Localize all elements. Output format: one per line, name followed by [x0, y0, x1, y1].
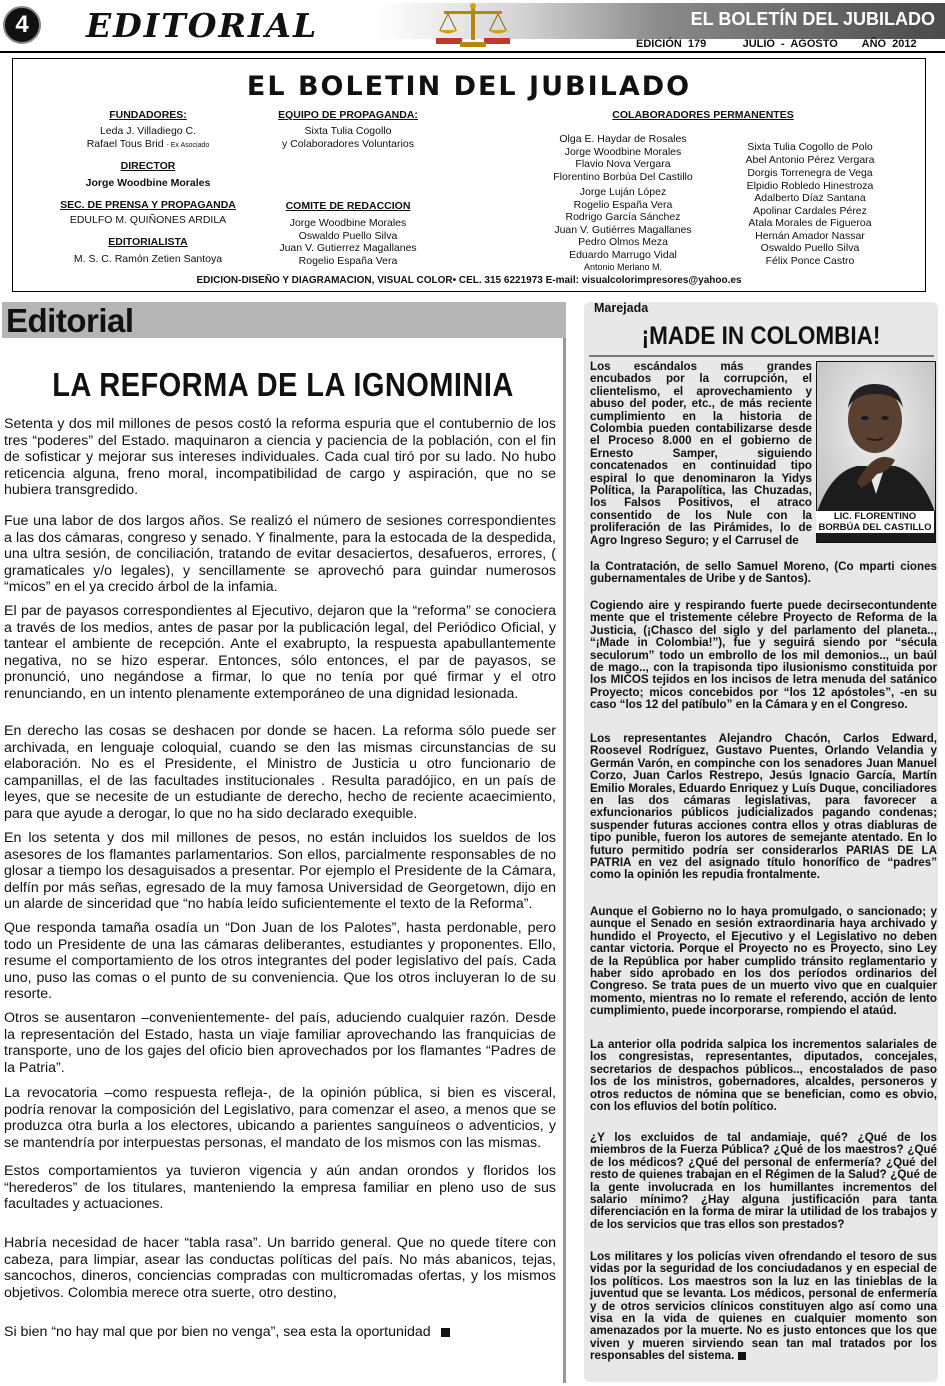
collaborator-name: Olga E. Haydar de Rosales	[559, 133, 687, 145]
committee-heading: COMITE DE REDACCION	[285, 200, 411, 212]
column-intro-tail: la Contratación, de sello Samuel Moreno, (Co mparti ciones gubernamentales de Uribe y de Santos).	[590, 560, 937, 586]
column-kicker: Marejada	[594, 301, 649, 315]
collaborator-name: Atala Morales de Figueroa	[748, 217, 872, 229]
author-photo-caption-line: BORBÚA DEL CASTILLO	[818, 522, 932, 533]
column-final-text: Los militares y los policías viven ofrendando el tesoro de sus vidas por la seguridad de los conciudadanos y en especial de los políticos. Los maestros son la luz en las tinieblas de la juventud que se levanta. Los médicos, personal de enfermería y de otros servicios clínicos constituyen algo así como una visa en la vida de quienes en cualquier momento son amenazados por la muerte. No es justo entonces que los que viven y mueren sirviendo sean tan mal tratados por los responsables del sistema.	[590, 1250, 937, 1363]
edition-year: AÑO 2012	[861, 38, 917, 50]
column-title: ¡MADE IN COLOMBIA!	[641, 322, 881, 350]
collaborators-list-2	[725, 141, 895, 267]
editorial-closing-text: Si bien “no hay mal que por bien no venga”, sea esta la oportunidad	[4, 1324, 431, 1340]
collaborator-name: Juan V. Gutiérres Magallanes	[554, 223, 692, 236]
collaborator-name: Jorge Woodbine Morales	[564, 145, 682, 158]
collaborator-name: Dorgis Torrenegra de Vega	[747, 167, 873, 179]
editorial-paragraph: El par de payasos correspondientes al Ejecutivo, dejaron que la “reforma” se conociera a través de los medios, antes de pasar por la publicación legal, del Periódico Oficial, y tantear el ambiente de recepción. Ante el exabrupto, la respuesta apabullantemente negativa, no se hizo esperar. Entonces, sólo entonces, el par de payasos, se pronunció, uno negándose a firmar, lo que no tenía por qué firmar y el otro renunciando, en un intento plenamente extemporáneo de una dignidad lesionada.	[4, 603, 556, 702]
editorial-paragraph: Que responda tamaña osadía un “Don Juan de los Palotes”, hasta perdonable, pero todo un Presidente de una las cámaras deliberantes, estudiantes y proponentes. Ello, resume el comportamiento de los otros integrantes del poder legislativo del país. Cada uno, puso las comas o el punto de su conveniencia. Que los otros incluyeran lo de su resorte.	[4, 920, 556, 1002]
press-name: EDULFO M. QUIÑONES ARDILA	[69, 213, 227, 226]
collaborator-name: Pedro Olmos Meza	[578, 236, 668, 248]
director-heading: DIRECTOR	[120, 160, 176, 172]
collaborators-heading: COLABORADORES PERMANENTES	[612, 109, 794, 121]
column-paragraph: Cogiendo aire y respirando fuerte puede decirsecontundente mente que el tristemente célebre Proyecto de Reforma de la Justicia, (¡Chasco del siglo y del parlamento del planeta.., “¡Made in Colombia!”), fue y seguirá siendo por “sécula seculorum” todo un embrollo de los mil demonios.., un baúl de mago.., con la trapisonda tipo ilusionismo constituida por los MICOS tejidos en los incisos de letra menuda del satánico Proyecto; micos concebidos por “los 12 apóstoles”, -en su caso “los 12 del patíbulo” en la Cámara y en el Congreso.	[590, 599, 937, 712]
press-heading: SEC. DE PRENSA Y PROPAGANDA	[60, 198, 236, 211]
committee-member: Oswaldo Puello Silva	[298, 229, 398, 242]
collaborator-name: Adalberto Díaz Santana	[754, 192, 866, 204]
propaganda-name: y Colaboradores Voluntarios	[282, 137, 414, 150]
collaborator-name: Félix Ponce Castro	[765, 254, 855, 267]
brand-name: EL BOLETÍN DEL JUBILADO	[690, 9, 935, 29]
column-paragraph: La anterior olla podrida salpica los incrementos salariales de los congresistas, representantes, diputados, concejales, secretarios de despachos públicos.., encostalados de paso los de los ministros, gobernadores, alcaldes, personeros y otros reductos de nómina que se benefician, como es obvio, con los efluvios del botín político.	[590, 1038, 937, 1114]
founders-heading: FUNDADORES:	[109, 109, 187, 121]
editorial-headline: LA REFORMA DE LA IGNOMINIA	[52, 366, 514, 403]
editorial-paragraph: Setenta y dos mil millones de pesos costó la reforma espuria que el contubernio de los tres “poderes” del Estado. maquinaron a ciencia y paciencia de la población, con el fin de sofisticar y mejorar sus intereses individuales. Cada cual tiró por su lado. No hubo reticencia alguna, freno moral, incompatibilidad de cargo y aspiración, que no se hubiera transgredido.	[4, 416, 556, 498]
collaborator-name: Rogelio España Vera	[573, 198, 673, 211]
header-rule	[0, 51, 945, 53]
column-paragraph	[590, 1251, 937, 1363]
collaborator-name: Apolinar Cardales Pérez	[753, 204, 867, 217]
edition-number: EDICIÓN 179	[636, 38, 707, 50]
director-name: Jorge Woodbine Morales	[85, 177, 211, 189]
column-paragraph: ¿Y los excluidos de tal andamiaje, qué? ¿Qué de los miembros de la Fuerza Pública? ¿Qué de los maestros? ¿Qué de los médicos? ¿Qué del personal de enfermería? ¿Qué del resto de quienes trabajan en el Régimen de la Salud? ¿Qué de la gente involucrada en los humillantes incrementos del salario mínimo? ¿Hay alguna justificación para tanta diferenciación en la forma de mirar la utilidad de los trabajos y de los servicios que tras ellos son prestados?	[590, 1131, 937, 1231]
editorial-closing	[4, 1324, 556, 1341]
end-square-icon	[441, 1328, 450, 1337]
editorial-label: Editorial	[6, 302, 134, 339]
collaborators-heading-wrap	[603, 109, 803, 121]
column-paragraph: Los representantes Alejandro Chacón, Carlos Edward, Roosevel Rodríguez, Gustavo Puentes, Orlando Velandia y Germán Varón, en compinche con los senadores Juan Manuel Corzo, Juan Carlos Restrepo, Jesús Ignacio García, Martín Emilio Morales, Eduardo Enriquez y Luís Duque, conciliadores en las dos cámaras legislativas, para favorecer a exfuncionarios públicos judicializados pagando condenas; suspender futuras acciones contra ellos y otras diabluras de tipo punible, fueron los autores de semejante atentado. En lo futuro permitido podría ser considerarlos PARIAS DE LA PATRIA en vez del asignado título honorífico de “padres” como la opinión les repudia frontalmente.	[590, 732, 937, 882]
end-square-icon	[738, 1352, 746, 1360]
editorial-paragraph: En derecho las cosas se deshacen por donde se hacen. La reforma sólo puede ser archivada, en lenguaje coloquial, cuando se den las mismas circunstancias de su elaboración. No es el Presidente, el Ministro de Justicia u otro funcionario de campanillas, el de las facultades institucionales . Resulta paradójico, en un país de leyes, que se necesite de un estudiante de derecho, hecho de reciente acaecimiento, para que ayude a derogar, lo que no ha sido declarado exequible.	[4, 723, 556, 822]
author-photo-caption-line: LIC. FLORENTINO	[833, 511, 917, 522]
editorial-paragraph: Otros se ausentaron –convenientemente- del país, aduciendo cualquier razón. Desde la representación del Estado, hasta un viaje familiar aprovechando las franquicias de transporte, uno de los gajes del oficio bien aprovechados por los flamantes “Padres de la Patria”.	[4, 1010, 556, 1076]
page-number-badge: 4	[3, 6, 41, 44]
editorial-paragraph: Habría necesidad de hacer “tabla rasa”. Un barrido general. Que no quede títere con cabeza, para limpiar, asear las conductas políticas del país. No más abanicos, tejas, sancochos, dineros, conciencias compradas con multicromadas ofertas, y los mismos objetivos. Colombia merece otra suerte, otro destino,	[4, 1235, 556, 1301]
masthead-propaganda-block	[268, 109, 428, 150]
masthead-title: EL BOLETIN DEL JUBILADO	[246, 71, 692, 102]
masthead-credits: EDICION-DISEÑO Y DIAGRAMACION, VISUAL COLOR• CEL. 315 6221973 E-mail: visualcolorimpresores@yahoo.es	[196, 275, 742, 286]
collaborator-name: Abel Antonio Pérez Vergara	[745, 153, 875, 166]
section-title: EDITORIAL	[86, 6, 319, 45]
committee-member: Juan V. Gutierrez Magallanes	[279, 242, 417, 254]
editorial-paragraph: En los setenta y dos mil millones de pesos, no están incluidos los sueldos de los asesores de los flamantes parlamentarios. Son ellos, parcialmente responsables de no glosar a tiempo los desaguisados a presentar. Por ejemplo el Presidente de la Cámara, delfín por más señas, egresado de la muy famosa Universidad de Georgetown, dijo en un alarde de sinceridad que “no había leído suficientemente el texto de la Reforma”.	[4, 830, 556, 912]
collaborator-name: Rodrigo García Sánchez	[565, 211, 681, 223]
column-intro: Los escándalos más grandes encubados por la corrupción, el clientelismo, el aprovechamiento y abuso del poder, etc., de más reciente cumplimiento en la historia de Colombia pueden contabilizarse desde el Proceso 8.000 en el gobierno de Ernesto Samper, siguiendo concatenados en continuidad tipo espiral lo que denominaron la Yidys Política, la Parapolítica, las Chuzadas, los Falsos Positivos, el atraco consentido de los Nule con la proliferación de las Pirámides, lo de Agro Ingreso Seguro; y el Carrusel de	[590, 360, 812, 547]
author-photo-caption	[816, 511, 934, 533]
edition-line	[636, 38, 917, 50]
collaborator-name: Elpidio Robledo Hinestroza	[746, 179, 874, 192]
collaborator-name: Jorge Luján López	[579, 186, 667, 198]
editorial-paragraph: Fue una labor de dos largos años. Se realizó el número de sesiones correspondientes a las dos cámaras, congreso y senado. Y finalmente, para la estocada de la despedida, una ultra sesión, de conciliación, tratando de evitar desaciertos, desafueros, errores, ( gramaticales y/o legales), y sencillamente se aprovechó para guindar numerosos “micos” en el ya crecido árbol de la infamia.	[4, 513, 556, 595]
collaborator-name: Sixta Tulia Cogollo de Polo	[747, 141, 873, 153]
editorialist-name: M. S. C. Ramón Zetien Santoya	[73, 253, 223, 265]
masthead-committee-block	[268, 200, 428, 267]
edition-period: JULIO - AGOSTO	[742, 38, 838, 50]
collaborator-name: Florentino Borbúa Del Castillo	[553, 170, 693, 183]
collaborators-list-1	[523, 133, 723, 274]
page-header	[0, 0, 945, 54]
editorialist-heading: EDITORIALISTA	[108, 236, 188, 248]
founder-name: Leda J. Villadiego C.	[99, 125, 197, 137]
collaborator-name: Hernán Amador Nassar	[755, 229, 865, 242]
collaborator-name: Oswaldo Puello Silva	[760, 242, 860, 254]
collaborator-name: Eduardo Marrugo Vidal	[569, 248, 677, 261]
column-paragraph: Aunque el Gobierno no lo haya promulgado, o sancionado; y aunque el Senado en sesión extraordinaria haya archivado y hundido el Proyecto, el Ejecutivo y el Legislativo no deben cantar victoria. Porque el Proyecto no es Proyecto, sino Ley de la República por haber cumplido tránsito reglamentario y haber sido aprobado en los dos períodos ordinarios del Congreso. Se trata pues de un muerto vivo que en cualquier momento, mientras no lo remate el referendo, acción de lento cumplimiento, puede incorporarse, rompiendo el ataúd.	[590, 905, 937, 1018]
masthead-founders-block	[43, 109, 253, 266]
founder-name-row	[43, 138, 253, 153]
propaganda-name: Sixta Tulia Cogollo	[304, 125, 392, 137]
scales-of-justice-icon	[430, 2, 516, 50]
column-title-rule	[589, 355, 934, 357]
founder-name: Rafael Tous Brid	[86, 137, 164, 150]
committee-member: Jorge Woodbine Morales	[289, 217, 407, 229]
collaborator-name: Antonio Merlano M.	[583, 262, 663, 272]
masthead-box	[12, 58, 926, 292]
editorial-paragraph: Estos comportamientos ya tuvieron vigencia y aún andan orondos y floridos los “herederos” de los titulares, manteniendo la empresa familiar en pleno uso de sus facultades y actuaciones.	[4, 1163, 556, 1212]
founder-note: - Ex Asociado	[166, 141, 210, 149]
propaganda-heading: EQUIPO DE PROPAGANDA:	[278, 109, 418, 121]
collaborator-name: Flavio Nova Vergara	[575, 158, 671, 170]
editorial-paragraph: La revocatoria –como respuesta refleja-, de la opinión pública, si bien es visceral, podría renovar la composición del Legislativo, para comenzar el aseo, a menos que se produzca otra burla a los electores, ubicando a parientes sanguíneos o adventicios, y se mantendría por interpuestas personas, el mandato de los mismos con las mismas.	[4, 1085, 556, 1151]
committee-member: Rogelio España Vera	[298, 254, 398, 267]
